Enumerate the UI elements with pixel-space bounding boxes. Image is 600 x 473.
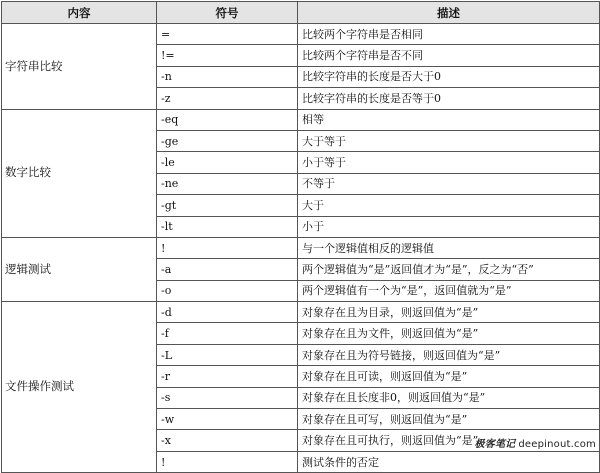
symbol-cell: -z [157,88,298,109]
category-cell: 数字比较 [2,109,157,237]
symbol-cell: -L [157,344,298,365]
symbol-cell: -a [157,259,298,280]
description-cell: 对象存在且为符号链接，则返回值为“是” [298,344,600,365]
description-cell: 小于等于 [298,152,600,173]
description-cell: 对象存在且可读，则返回值为“是” [298,366,600,387]
description-cell: 对象存在且长度非0，则返回值为“是” [298,387,600,408]
symbol-cell: -ge [157,130,298,151]
table-body [2,24,600,473]
description-cell: 两个逻辑值为“是”返回值才为“是”，反之为“否” [298,259,600,280]
header-content: 内容 [2,2,157,24]
description-cell: 不等于 [298,173,600,194]
symbol-cell: -r [157,366,298,387]
symbol-cell: ! [157,451,298,472]
description-cell: 比较两个字符串是否相同 [298,24,600,45]
symbol-cell: -le [157,152,298,173]
description-cell: 大于 [298,195,600,216]
watermark [475,435,596,450]
symbol-cell: -f [157,323,298,344]
header-row [2,2,600,24]
description-cell: 测试条件的否定 [298,451,600,472]
watermark-site: deepinout.com [518,439,596,450]
category-cell: 文件操作测试 [2,302,157,473]
description-cell: 比较字符串的长度是否等于0 [298,88,600,109]
description-cell: 对象存在且为文件，则返回值为“是” [298,323,600,344]
symbol-cell: -gt [157,195,298,216]
symbol-cell: -n [157,66,298,87]
symbol-cell: -d [157,302,298,323]
description-cell: 两个逻辑值有一个为“是”，返回值就为“是” [298,280,600,301]
description-cell: 小于 [298,216,600,237]
symbol-cell: = [157,24,298,45]
symbol-cell: ! [157,237,298,258]
description-cell: 比较两个字符串是否不同 [298,45,600,66]
description-cell: 大于等于 [298,130,600,151]
symbol-cell: -x [157,430,298,451]
header-description: 描述 [298,2,600,24]
description-cell: 对象存在且为目录，则返回值为“是” [298,302,600,323]
watermark-chinese: 极客笔记 [474,439,516,450]
description-cell: 与一个逻辑值相反的逻辑值 [298,237,600,258]
table-row [2,237,600,258]
description-cell: 比较字符串的长度是否大于0 [298,66,600,87]
symbol-cell: -s [157,387,298,408]
category-cell: 字符串比较 [2,24,157,110]
description-cell: 相等 [298,109,600,130]
description-cell: 对象存在且可执行，则返回值为“是” [298,430,600,451]
symbol-cell: -o [157,280,298,301]
symbol-cell: -ne [157,173,298,194]
header-symbol: 符号 [157,2,298,24]
category-cell: 逻辑测试 [2,237,157,301]
table-row [2,302,600,323]
symbol-cell: -lt [157,216,298,237]
symbol-cell: != [157,45,298,66]
symbol-cell: -w [157,409,298,430]
operator-table [1,1,600,473]
table-row [2,109,600,130]
symbol-cell: -eq [157,109,298,130]
table-row [2,24,600,45]
description-cell: 对象存在且可写，则返回值为“是” [298,409,600,430]
